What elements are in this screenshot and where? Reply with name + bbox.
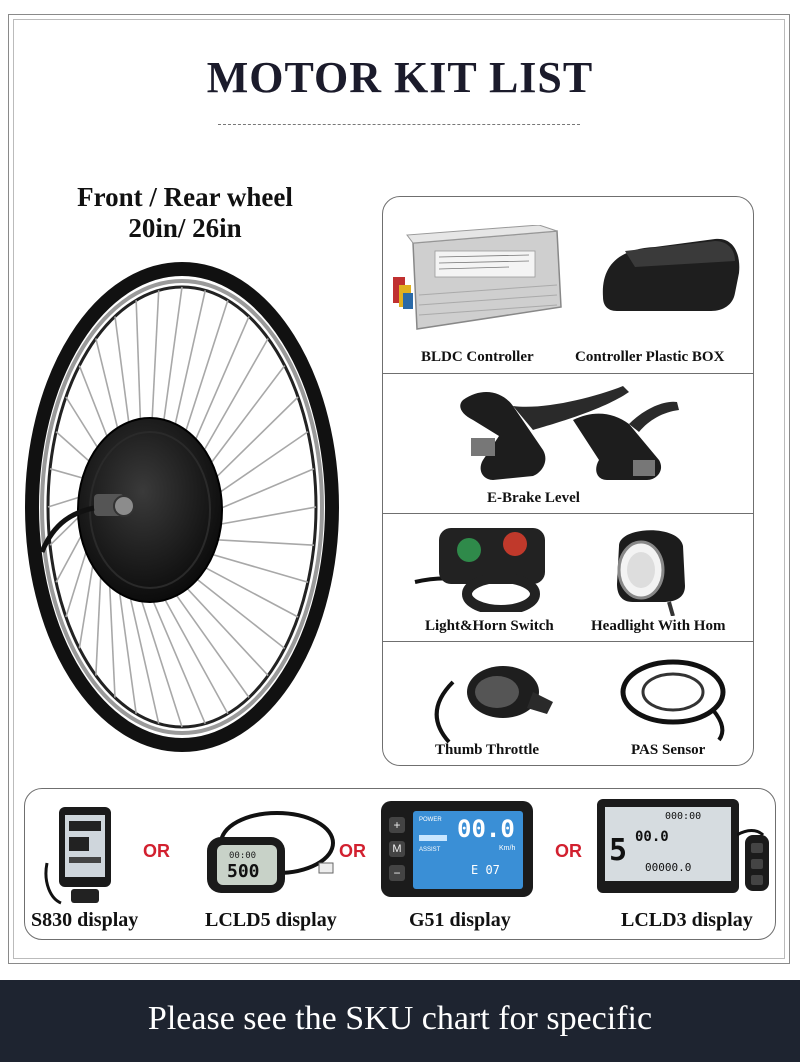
s830-display-image (41, 803, 121, 907)
g51-assist-label: ASSIST (419, 847, 441, 853)
page-title: MOTOR KIT LIST (206, 53, 594, 102)
lcld3-screen-top: 000:00 (665, 811, 702, 822)
switch-light-row (383, 513, 753, 642)
or-separator-2: OR (339, 841, 366, 861)
display-label-s830: S830 display (31, 909, 139, 931)
minus-icon: − (389, 865, 405, 881)
footer-banner (0, 980, 800, 1062)
brake-row (383, 373, 753, 514)
lcld3-screen (605, 807, 731, 881)
plus-icon: + (389, 817, 405, 833)
displays-panel (24, 788, 776, 940)
g51-display-image (381, 801, 533, 897)
g51-power-bar (419, 835, 447, 841)
lcld5-screen-top: 00:00 (229, 851, 257, 861)
display-label-g51: G51 display (409, 909, 511, 931)
display-label-lcld3: LCLD3 display (621, 909, 753, 931)
wheel-caption-line1: Front / Rear wheel (77, 182, 293, 212)
accessory-label-bldc-controller: BLDC Controller (421, 349, 534, 365)
lcld3-button-pad-image (737, 825, 773, 895)
accessory-label-light-horn-switch: Light&Horn Switch (425, 618, 554, 634)
g51-unit: Km/h (499, 845, 516, 852)
thumb-throttle-image (423, 652, 563, 744)
g51-power-label: POWER (419, 817, 442, 823)
headlight-image (599, 516, 699, 616)
or-separator-3: OR (555, 841, 582, 861)
g51-screen (413, 811, 523, 889)
accessory-label-thumb-throttle: Thumb Throttle (435, 742, 540, 758)
lcld3-speed: 00.0 (635, 829, 669, 845)
throttle-pas-row (383, 641, 753, 766)
footer-text: Please see the SKU chart for specific (147, 1000, 653, 1037)
wheel-caption (40, 182, 330, 244)
pas-sensor-image (613, 652, 733, 744)
accessory-label-e-brake: E-Brake Level (487, 490, 580, 506)
motor-wheel-image (24, 262, 340, 752)
mode-icon: M (389, 841, 405, 857)
accessories-panel (382, 196, 754, 766)
g51-speed: 00.0 (457, 815, 515, 843)
lcld3-assist-level: 5 (609, 833, 628, 868)
controller-box-image (595, 227, 745, 317)
accessory-label-controller-box: Controller Plastic BOX (575, 349, 725, 365)
accessory-label-pas-sensor: PAS Sensor (631, 742, 706, 758)
or-separator-1: OR (143, 841, 170, 861)
display-label-lcld5: LCLD5 display (205, 909, 337, 931)
lcld5-display-image (187, 803, 337, 903)
wheel-caption-line2: 20in/ 26in (128, 213, 242, 243)
g51-error-code: E 07 (471, 863, 500, 877)
lcld5-screen-speed: 500 (227, 861, 260, 882)
lcld3-display-image (597, 799, 739, 893)
lcld3-odometer: 00000.0 (645, 861, 692, 874)
accessory-label-headlight: Headlight With Hom (591, 618, 726, 634)
controller-row (383, 197, 753, 373)
light-horn-switch-image (411, 520, 553, 612)
e-brake-lever-image (453, 380, 683, 490)
title-divider (218, 124, 580, 125)
bldc-controller-image (389, 225, 567, 337)
